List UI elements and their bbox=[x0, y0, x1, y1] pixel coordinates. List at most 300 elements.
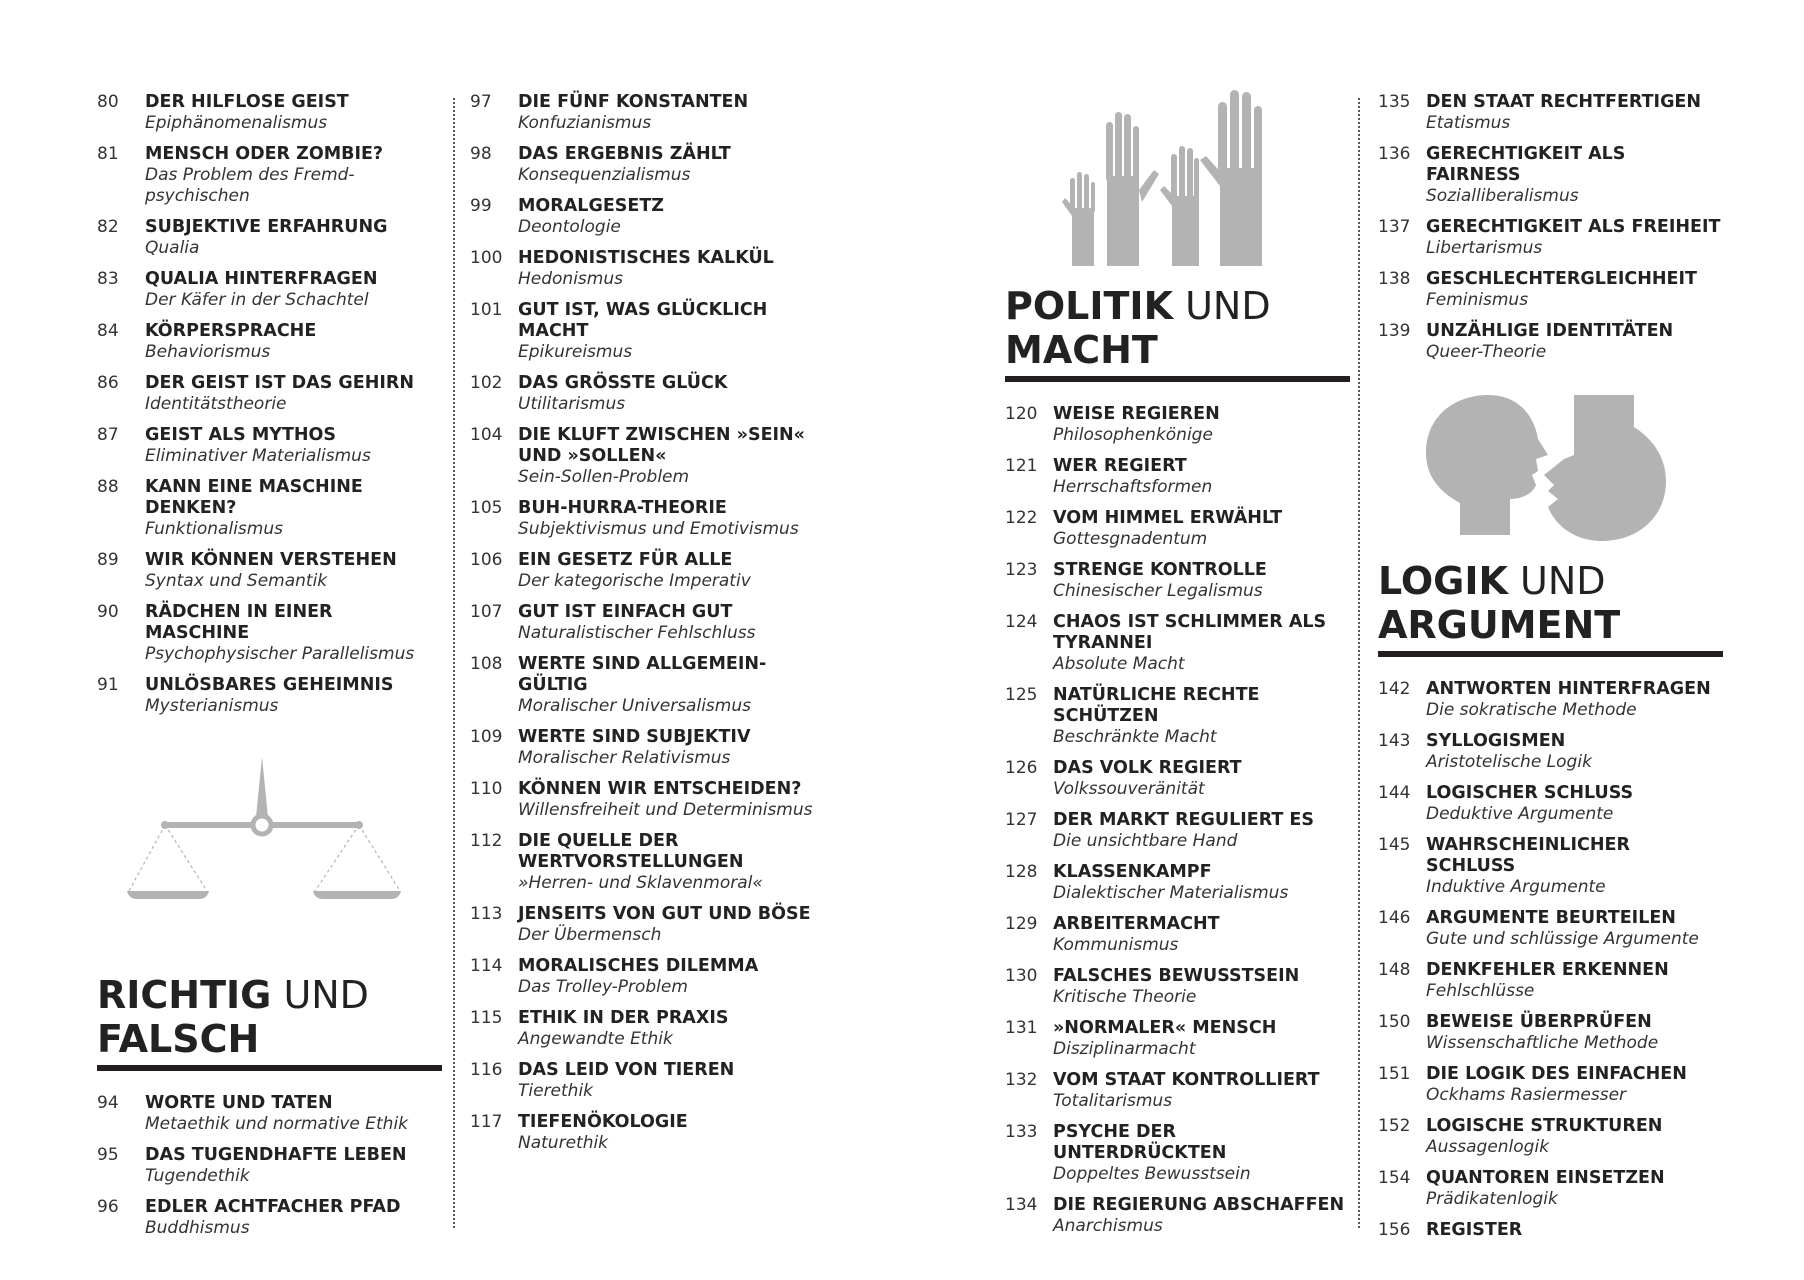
scales-icon bbox=[125, 757, 405, 907]
toc-entry bbox=[470, 727, 815, 769]
section-heading-richtig-falsch bbox=[97, 973, 442, 1071]
toc-entry-text bbox=[145, 550, 442, 592]
entry-subtitle: Sozialliberalismus bbox=[1426, 186, 1579, 206]
page-number: 148 bbox=[1378, 960, 1411, 980]
entry-subtitle: Der Übermensch bbox=[518, 925, 662, 945]
page-number: 115 bbox=[470, 1008, 503, 1028]
page-number: 99 bbox=[470, 196, 492, 216]
entry-title: WER REGIERT bbox=[1053, 456, 1187, 476]
toc-entry-text bbox=[1426, 269, 1723, 311]
page-number: 124 bbox=[1005, 612, 1038, 632]
entry-subtitle: Naturethik bbox=[518, 1133, 609, 1153]
entry-subtitle: Doppeltes Bewusstsein bbox=[1053, 1164, 1251, 1184]
page-number: 105 bbox=[470, 498, 503, 518]
entry-title: ARBEITERMACHT bbox=[1053, 914, 1220, 934]
page-number: 81 bbox=[97, 144, 119, 164]
toc-entry bbox=[97, 144, 442, 207]
page-number: 106 bbox=[470, 550, 503, 570]
toc-entry-text bbox=[518, 498, 815, 540]
toc-entry-text bbox=[1053, 612, 1350, 675]
entry-subtitle: Deontologie bbox=[518, 217, 621, 237]
toc-entry bbox=[1005, 560, 1350, 602]
entry-subtitle: Herrschaftsformen bbox=[1053, 477, 1213, 497]
entry-title: WERTE SIND SUBJEKTIV bbox=[518, 727, 751, 747]
toc-entry-text bbox=[1426, 1168, 1723, 1210]
toc-entry bbox=[1005, 862, 1350, 904]
entry-title: LOGISCHE STRUKTUREN bbox=[1426, 1116, 1663, 1136]
heading-light: UND bbox=[283, 973, 369, 1017]
entries-mind bbox=[97, 92, 442, 717]
entries-politics bbox=[1005, 404, 1350, 1237]
entry-title: HEDONISTISCHES KALKÜL bbox=[518, 248, 774, 268]
entry-subtitle: Ockhams Rasiermesser bbox=[1426, 1085, 1627, 1105]
heading-bold-line2: MACHT bbox=[1005, 328, 1158, 372]
entry-title: DIE LOGIK DES EINFACHEN bbox=[1426, 1064, 1687, 1084]
entry-title: DIE REGIERUNG ABSCHAFFEN bbox=[1053, 1195, 1345, 1215]
entry-title: STRENGE KONTROLLE bbox=[1053, 560, 1267, 580]
page-number: 132 bbox=[1005, 1070, 1038, 1090]
page-number: 109 bbox=[470, 727, 503, 747]
entry-title: EIN GESETZ FÜR ALLE bbox=[518, 550, 733, 570]
toc-column-3 bbox=[1005, 92, 1350, 1247]
entry-subtitle: Der Käfer in der Schachtel bbox=[145, 290, 369, 310]
entry-title: DIE FÜNF KONSTANTEN bbox=[518, 92, 749, 112]
toc-entry-text bbox=[518, 831, 815, 894]
toc-entry bbox=[1005, 758, 1350, 800]
entry-subtitle: Die sokratische Methode bbox=[1426, 700, 1637, 720]
entry-subtitle: Gottesgnadentum bbox=[1053, 529, 1208, 549]
entry-title: DER GEIST IST DAS GEHIRN bbox=[145, 373, 415, 393]
entry-subtitle: Dialektischer Materialismus bbox=[1053, 883, 1289, 903]
toc-entry bbox=[1378, 731, 1723, 773]
toc-entry bbox=[97, 1093, 442, 1135]
toc-entry-text bbox=[145, 144, 442, 207]
page-number: 87 bbox=[97, 425, 119, 445]
toc-entry-text bbox=[1426, 731, 1723, 773]
entry-subtitle: Aristotelische Logik bbox=[1426, 752, 1592, 772]
page-number: 117 bbox=[470, 1112, 503, 1132]
page-number: 151 bbox=[1378, 1064, 1411, 1084]
page-number: 125 bbox=[1005, 685, 1038, 705]
toc-entry bbox=[1378, 1116, 1723, 1158]
entry-title: ETHIK IN DER PRAXIS bbox=[518, 1008, 729, 1028]
page-number: 131 bbox=[1005, 1018, 1038, 1038]
toc-entry-text bbox=[518, 1008, 815, 1050]
toc-entry-text bbox=[518, 1112, 815, 1154]
toc-entry bbox=[97, 1145, 442, 1187]
entry-title: DER MARKT REGULIERT ES bbox=[1053, 810, 1314, 830]
entry-subtitle: Das Trolley-Problem bbox=[518, 977, 688, 997]
toc-entry bbox=[1005, 1195, 1350, 1237]
page-number: 116 bbox=[470, 1060, 503, 1080]
toc-entry bbox=[470, 1112, 815, 1154]
toc-entry-text bbox=[1053, 1122, 1350, 1185]
page-number: 108 bbox=[470, 654, 503, 674]
heading-bold: POLITIK bbox=[1005, 284, 1174, 328]
toc-entry bbox=[1005, 456, 1350, 498]
entry-title: GESCHLECHTERGLEICHHEIT bbox=[1426, 269, 1697, 289]
entry-title: MENSCH ODER ZOMBIE? bbox=[145, 144, 384, 164]
toc-entry bbox=[1378, 679, 1723, 721]
page-number: 128 bbox=[1005, 862, 1038, 882]
entry-subtitle: Das Problem des Fremd-psychischen bbox=[145, 165, 355, 206]
entry-title: CHAOS IST SCHLIMMER ALS TYRANNEI bbox=[1053, 612, 1327, 653]
toc-entry bbox=[1378, 1220, 1723, 1241]
entry-title: UNZÄHLIGE IDENTITÄTEN bbox=[1426, 321, 1674, 341]
toc-entry-text bbox=[1426, 321, 1723, 363]
column-divider-right bbox=[1358, 98, 1360, 1228]
entries-ethics bbox=[470, 92, 815, 1154]
entry-subtitle: Willensfreiheit und Determinismus bbox=[518, 800, 813, 820]
page-number: 96 bbox=[97, 1197, 119, 1217]
entry-title: KANN EINE MASCHINE DENKEN? bbox=[145, 477, 363, 518]
page-number: 130 bbox=[1005, 966, 1038, 986]
entry-title: TIEFENÖKOLOGIE bbox=[518, 1112, 688, 1132]
toc-entry-text bbox=[518, 727, 815, 769]
toc-entry bbox=[1378, 1012, 1723, 1054]
toc-entry bbox=[470, 550, 815, 592]
entry-subtitle: Deduktive Argumente bbox=[1426, 804, 1614, 824]
page-number: 136 bbox=[1378, 144, 1411, 164]
toc-entry bbox=[97, 217, 442, 259]
page-number: 145 bbox=[1378, 835, 1411, 855]
entry-subtitle: Syntax und Semantik bbox=[145, 571, 328, 591]
toc-entry bbox=[1005, 966, 1350, 1008]
entry-title: VOM HIMMEL ERWÄHLT bbox=[1053, 508, 1283, 528]
entry-title: QUANTOREN EINSETZEN bbox=[1426, 1168, 1665, 1188]
page-number: 82 bbox=[97, 217, 119, 237]
entry-title: KÖRPERSPRACHE bbox=[145, 321, 317, 341]
toc-entry-text bbox=[518, 602, 815, 644]
toc-entry-text bbox=[1426, 1064, 1723, 1106]
toc-entry bbox=[97, 321, 442, 363]
heading-bold: LOGIK bbox=[1378, 559, 1508, 603]
page-number: 86 bbox=[97, 373, 119, 393]
column-divider-left bbox=[453, 98, 455, 1228]
entry-title: VOM STAAT KONTROLLIERT bbox=[1053, 1070, 1320, 1090]
page-number: 122 bbox=[1005, 508, 1038, 528]
toc-entry-text bbox=[1053, 1070, 1350, 1112]
toc-entry bbox=[470, 300, 815, 363]
page-number: 134 bbox=[1005, 1195, 1038, 1215]
entry-subtitle: »Herren- und Sklavenmoral« bbox=[518, 873, 763, 893]
entry-subtitle: Epikureismus bbox=[518, 342, 633, 362]
toc-entry bbox=[470, 831, 815, 894]
entry-subtitle: Epiphänomenalismus bbox=[145, 113, 328, 133]
entry-subtitle: Utilitarismus bbox=[518, 394, 626, 414]
page-number: 123 bbox=[1005, 560, 1038, 580]
toc-entry-text bbox=[518, 144, 815, 186]
toc-entry bbox=[1378, 908, 1723, 950]
toc-entry-text bbox=[1053, 404, 1350, 446]
entry-title: GERECHTIGKEIT ALS FAIRNESS bbox=[1426, 144, 1626, 185]
toc-entry bbox=[1005, 612, 1350, 675]
toc-entry-text bbox=[1053, 966, 1350, 1008]
entry-title: KLASSENKAMPF bbox=[1053, 862, 1212, 882]
toc-entry bbox=[1378, 1064, 1723, 1106]
raised-hands-icon bbox=[1060, 86, 1280, 266]
toc-entry bbox=[470, 1008, 815, 1050]
entry-title: UNLÖSBARES GEHEIMNIS bbox=[145, 675, 394, 695]
page-number: 100 bbox=[470, 248, 503, 268]
toc-entry-text bbox=[145, 1197, 442, 1239]
toc-entry-text bbox=[518, 654, 815, 717]
entry-title: LOGISCHER SCHLUSS bbox=[1426, 783, 1634, 803]
toc-entry bbox=[1378, 321, 1723, 363]
entry-subtitle: Metaethik und normative Ethik bbox=[145, 1114, 409, 1134]
section-heading-politik-macht bbox=[1005, 284, 1350, 382]
page-number: 133 bbox=[1005, 1122, 1038, 1142]
entry-subtitle: Fehlschlüsse bbox=[1426, 981, 1535, 1001]
toc-entry bbox=[1005, 810, 1350, 852]
entry-title: WIR KÖNNEN VERSTEHEN bbox=[145, 550, 397, 570]
entry-title: DAS VOLK REGIERT bbox=[1053, 758, 1242, 778]
entry-subtitle: Induktive Argumente bbox=[1426, 877, 1606, 897]
page-number: 112 bbox=[470, 831, 503, 851]
toc-entry-text bbox=[1053, 1018, 1350, 1060]
entry-subtitle: Angewandte Ethik bbox=[518, 1029, 673, 1049]
entry-subtitle: Eliminativer Materialismus bbox=[145, 446, 371, 466]
page-number: 114 bbox=[470, 956, 503, 976]
toc-entry bbox=[97, 1197, 442, 1239]
toc-entry-text bbox=[145, 92, 442, 134]
entry-title: KÖNNEN WIR ENTSCHEIDEN? bbox=[518, 779, 802, 799]
toc-entry-text bbox=[518, 248, 815, 290]
entry-subtitle: Behaviorismus bbox=[145, 342, 271, 362]
page-number: 154 bbox=[1378, 1168, 1411, 1188]
page-number: 95 bbox=[97, 1145, 119, 1165]
page-number: 120 bbox=[1005, 404, 1038, 424]
entry-subtitle: Disziplinarmacht bbox=[1053, 1039, 1196, 1059]
entry-title: WORTE UND TATEN bbox=[145, 1093, 333, 1113]
toc-entry-text bbox=[1426, 1220, 1723, 1241]
toc-entry bbox=[470, 654, 815, 717]
page-number: 88 bbox=[97, 477, 119, 497]
toc-entry bbox=[97, 92, 442, 134]
entry-title: DAS TUGENDHAFTE LEBEN bbox=[145, 1145, 407, 1165]
heading-bold-line2: FALSCH bbox=[97, 1017, 260, 1061]
entry-subtitle: Mysterianismus bbox=[145, 696, 279, 716]
toc-entry bbox=[1005, 914, 1350, 956]
toc-entry-text bbox=[1053, 685, 1350, 748]
toc-entry-text bbox=[1053, 508, 1350, 550]
entry-subtitle: Tugendethik bbox=[145, 1166, 250, 1186]
heading-light: UND bbox=[1185, 284, 1271, 328]
toc-entry bbox=[97, 602, 442, 665]
page-number: 97 bbox=[470, 92, 492, 112]
toc-entry bbox=[470, 602, 815, 644]
entry-subtitle: Buddhismus bbox=[145, 1218, 250, 1238]
entry-title: GEIST ALS MYTHOS bbox=[145, 425, 337, 445]
entry-subtitle: Die unsichtbare Hand bbox=[1053, 831, 1238, 851]
toc-entry bbox=[470, 425, 815, 488]
entry-subtitle: Queer-Theorie bbox=[1426, 342, 1547, 362]
entry-title: DAS LEID VON TIEREN bbox=[518, 1060, 735, 1080]
toc-entry-text bbox=[1426, 92, 1723, 134]
toc-entry bbox=[97, 550, 442, 592]
entry-subtitle: Chinesischer Legalismus bbox=[1053, 581, 1263, 601]
entry-title: SYLLOGISMEN bbox=[1426, 731, 1566, 751]
two-heads-icon bbox=[1426, 395, 1666, 545]
toc-entry-text bbox=[518, 373, 815, 415]
entry-title: »NORMALER« MENSCH bbox=[1053, 1018, 1277, 1038]
toc-entry-text bbox=[518, 425, 815, 488]
toc-entry-text bbox=[1426, 960, 1723, 1002]
entry-title: DAS ERGEBNIS ZÄHLT bbox=[518, 144, 731, 164]
page-number: 83 bbox=[97, 269, 119, 289]
toc-entry bbox=[1005, 1018, 1350, 1060]
heading-bold: RICHTIG bbox=[97, 973, 272, 1017]
page-number: 126 bbox=[1005, 758, 1038, 778]
entry-title: QUALIA HINTERFRAGEN bbox=[145, 269, 378, 289]
toc-entry bbox=[1378, 269, 1723, 311]
page-number: 91 bbox=[97, 675, 119, 695]
toc-entry bbox=[1005, 1070, 1350, 1112]
entry-subtitle: Der kategorische Imperativ bbox=[518, 571, 751, 591]
toc-entry bbox=[470, 144, 815, 186]
entry-title: FALSCHES BEWUSSTSEIN bbox=[1053, 966, 1300, 986]
toc-entry-text bbox=[145, 321, 442, 363]
entry-title: REGISTER bbox=[1426, 1220, 1523, 1240]
entry-title: MORALGESETZ bbox=[518, 196, 664, 216]
toc-entry-text bbox=[1426, 144, 1723, 207]
toc-entry-text bbox=[1053, 1195, 1350, 1237]
toc-entry-text bbox=[1426, 908, 1723, 950]
toc-entry-text bbox=[518, 779, 815, 821]
toc-entry-text bbox=[518, 300, 815, 363]
toc-entry-text bbox=[145, 1093, 442, 1135]
toc-entry bbox=[470, 196, 815, 238]
entry-title: PSYCHE DER UNTERDRÜCKTEN bbox=[1053, 1122, 1227, 1163]
heading-bold-line2: ARGUMENT bbox=[1378, 603, 1621, 647]
page-number: 144 bbox=[1378, 783, 1411, 803]
entry-subtitle: Prädikatenlogik bbox=[1426, 1189, 1558, 1209]
entry-title: SUBJEKTIVE ERFAHRUNG bbox=[145, 217, 388, 237]
page-number: 138 bbox=[1378, 269, 1411, 289]
toc-entry-text bbox=[145, 217, 442, 259]
entry-title: BUH-HURRA-THEORIE bbox=[518, 498, 727, 518]
toc-column-1 bbox=[97, 92, 442, 1249]
entry-title: BEWEISE ÜBERPRÜFEN bbox=[1426, 1012, 1652, 1032]
entry-subtitle: Funktionalismus bbox=[145, 519, 283, 539]
entries-logic bbox=[1378, 679, 1723, 1241]
page-number: 101 bbox=[470, 300, 503, 320]
page-number: 98 bbox=[470, 144, 492, 164]
page-number: 121 bbox=[1005, 456, 1038, 476]
entry-title: WERTE SIND ALLGEMEIN-GÜLTIG bbox=[518, 654, 767, 695]
toc-entry-text bbox=[1053, 914, 1350, 956]
toc-entry bbox=[470, 498, 815, 540]
toc-entry bbox=[1378, 783, 1723, 825]
page-number: 135 bbox=[1378, 92, 1411, 112]
toc-entry-text bbox=[145, 269, 442, 311]
toc-entry bbox=[1378, 835, 1723, 898]
toc-entry-text bbox=[1426, 783, 1723, 825]
toc-entry bbox=[97, 269, 442, 311]
page-number: 150 bbox=[1378, 1012, 1411, 1032]
toc-entry-text bbox=[1426, 217, 1723, 259]
page-number: 80 bbox=[97, 92, 119, 112]
toc-entry bbox=[1005, 1122, 1350, 1185]
entry-subtitle: Gute und schlüssige Argumente bbox=[1426, 929, 1699, 949]
toc-entry bbox=[1378, 144, 1723, 207]
toc-entry-text bbox=[1426, 1012, 1723, 1054]
page-number: 84 bbox=[97, 321, 119, 341]
page-number: 102 bbox=[470, 373, 503, 393]
page-number: 110 bbox=[470, 779, 503, 799]
entry-subtitle: Kommunismus bbox=[1053, 935, 1179, 955]
toc-entry-text bbox=[1053, 758, 1350, 800]
toc-entry-text bbox=[145, 675, 442, 717]
toc-entry-text bbox=[518, 550, 815, 592]
entry-subtitle: Beschränkte Macht bbox=[1053, 727, 1217, 747]
page-number: 113 bbox=[470, 904, 503, 924]
entry-subtitle: Psychophysischer Parallelismus bbox=[145, 644, 415, 664]
entry-subtitle: Aussagenlogik bbox=[1426, 1137, 1550, 1157]
entry-title: NATÜRLICHE RECHTE SCHÜTZEN bbox=[1053, 685, 1260, 726]
entry-title: MORALISCHES DILEMMA bbox=[518, 956, 759, 976]
toc-entry-text bbox=[145, 477, 442, 540]
page-number: 104 bbox=[470, 425, 503, 445]
page-number: 129 bbox=[1005, 914, 1038, 934]
toc-entry bbox=[470, 904, 815, 946]
toc-entry bbox=[97, 675, 442, 717]
toc-entry bbox=[470, 92, 815, 134]
toc-entry-text bbox=[518, 956, 815, 998]
entry-subtitle: Totalitarismus bbox=[1053, 1091, 1173, 1111]
toc-entry bbox=[470, 779, 815, 821]
toc-entry-text bbox=[518, 92, 815, 134]
entry-title: ARGUMENTE BEURTEILEN bbox=[1426, 908, 1676, 928]
toc-entry-text bbox=[518, 1060, 815, 1102]
entry-subtitle: Libertarismus bbox=[1426, 238, 1543, 258]
toc-entry bbox=[97, 373, 442, 415]
toc-entry-text bbox=[1053, 560, 1350, 602]
entry-title: ANTWORTEN HINTERFRAGEN bbox=[1426, 679, 1711, 699]
toc-entry bbox=[470, 373, 815, 415]
toc-entry bbox=[1005, 404, 1350, 446]
toc-entry bbox=[470, 1060, 815, 1102]
entry-title: RÄDCHEN IN EINER MASCHINE bbox=[145, 602, 333, 643]
entry-subtitle: Etatismus bbox=[1426, 113, 1511, 133]
entry-title: GUT IST, WAS GLÜCKLICH MACHT bbox=[518, 300, 768, 341]
entry-title: DER HILFLOSE GEIST bbox=[145, 92, 349, 112]
entry-subtitle: Philosophenkönige bbox=[1053, 425, 1213, 445]
entry-title: JENSEITS VON GUT UND BÖSE bbox=[518, 904, 811, 924]
toc-entry-text bbox=[1426, 679, 1723, 721]
entry-title: DAS GRÖSSTE GLÜCK bbox=[518, 373, 728, 393]
entry-subtitle: Moralischer Relativismus bbox=[518, 748, 731, 768]
entry-subtitle: Qualia bbox=[145, 238, 200, 258]
page-number: 143 bbox=[1378, 731, 1411, 751]
toc-entry bbox=[1005, 685, 1350, 748]
entry-subtitle: Volkssouveränität bbox=[1053, 779, 1205, 799]
entry-title: WAHRSCHEINLICHER SCHLUSS bbox=[1426, 835, 1630, 876]
toc-entry-text bbox=[145, 425, 442, 467]
entry-subtitle: Tierethik bbox=[518, 1081, 594, 1101]
entries-ethics-start bbox=[97, 1093, 442, 1239]
page-number: 142 bbox=[1378, 679, 1411, 699]
entry-title: DENKFEHLER ERKENNEN bbox=[1426, 960, 1669, 980]
toc-entry-text bbox=[518, 196, 815, 238]
entry-title: DEN STAAT RECHTFERTIGEN bbox=[1426, 92, 1702, 112]
entry-subtitle: Wissenschaftliche Methode bbox=[1426, 1033, 1659, 1053]
toc-column-4 bbox=[1378, 92, 1723, 1251]
toc-entry-text bbox=[1053, 862, 1350, 904]
entry-title: DIE KLUFT ZWISCHEN »SEIN« UND »SOLLEN« bbox=[518, 425, 805, 466]
toc-entry-text bbox=[145, 602, 442, 665]
entry-title: GERECHTIGKEIT ALS FREIHEIT bbox=[1426, 217, 1721, 237]
